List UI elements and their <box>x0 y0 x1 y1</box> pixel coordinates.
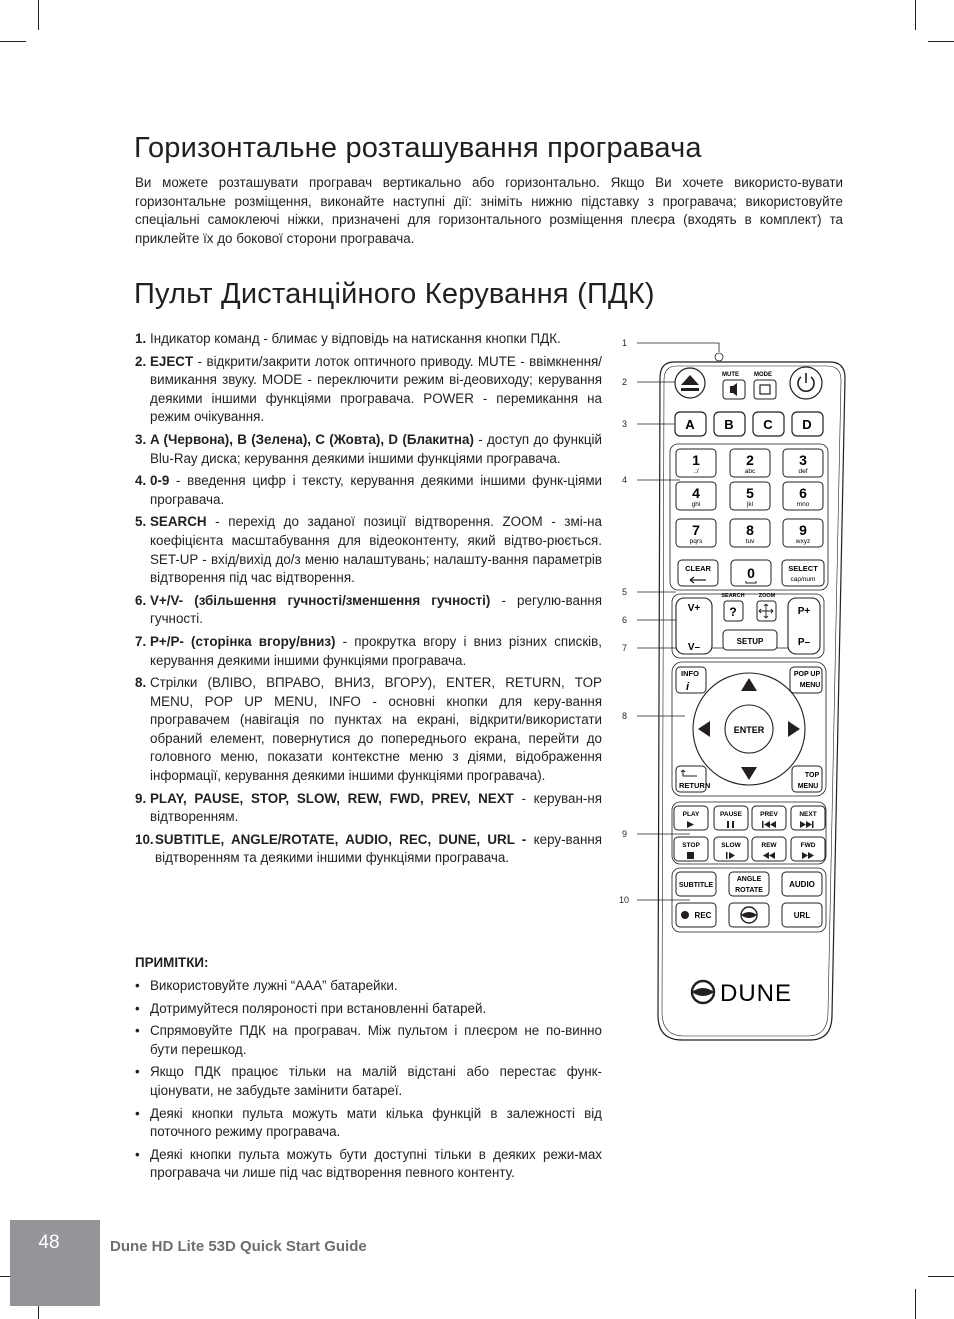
rotate-label: ROTATE <box>735 887 763 894</box>
select-sub-label: cap/num <box>790 576 816 583</box>
search-question-icon: ? <box>729 605 737 619</box>
play-label: PLAY <box>682 811 700 818</box>
digit-1-label: 1 <box>692 452 700 468</box>
volume-up-label: V+ <box>687 603 701 614</box>
digit-5-letters: jkl <box>746 501 754 508</box>
digit-7-letters: pqrs <box>689 538 703 545</box>
callout-line-1 <box>637 343 719 352</box>
list-item: 5. SEARCH - перехід до заданої позиції відтворення. ZOOM - змі-на коефіцієнта масштабування для відеоконтенту, який відтво-рюється. SET-UP - вхід/вихід до/з меню налаштувань; налашту-вання параметрів відтворення під час відтворення. <box>135 514 602 586</box>
digit-0-label: 0 <box>747 565 755 581</box>
indicator-led-icon <box>715 353 723 361</box>
callout-7: 7 <box>622 643 628 653</box>
horizontal-paragraph: Ви можете розташувати програвач вертикально або горизонтально. Якщо Ви хочете використо-вувати горизонтальне розміщення, виконайте наступні дії: зніміть нижню підставку з програвача; використовуйте спеціальні самоклеючі ніжки, призначені для горизонтального розміщення плеєра (входять в комплект) та приклейте їх до бокової сторони програвача. <box>135 175 843 246</box>
stop-icon <box>687 852 694 859</box>
digit-2-label: 2 <box>746 452 754 468</box>
url-label: URL <box>793 911 811 920</box>
popup-label-1: POP UP <box>793 671 821 678</box>
digit-9-label: 9 <box>799 522 807 538</box>
list-item: 9. PLAY, PAUSE, STOP, SLOW, REW, FWD, PREV, NEXT - керуван-ня відтворенням. <box>135 790 602 825</box>
list-item: 10. SUBTITLE, ANGLE/ROTATE, AUDIO, REC, DUNE, URL - керу-вання відтворенням та деякими іншими функціями програвача. <box>135 831 602 866</box>
slow-label: SLOW <box>721 842 741 849</box>
callout-9: 9 <box>622 829 628 839</box>
b-label: B <box>724 417 734 432</box>
stop-label: STOP <box>682 842 700 849</box>
digit-5-label: 5 <box>746 485 754 501</box>
notes-heading: ПРИМІТКИ: <box>135 955 209 970</box>
digit-8-letters: tuv <box>745 538 755 545</box>
volume-down-label: V– <box>687 642 701 653</box>
rew-label: REW <box>761 842 777 849</box>
digit-3-label: 3 <box>799 452 807 468</box>
list-item: 6. V+/V- (збільшення гучності/зменшення гучності) - регулю-вання гучності. <box>135 592 602 627</box>
list-item: 8. Стрілки (ВЛІВО, ВПРАВО, ВНИЗ, ВГОРУ), ENTER, RETURN, TOP MENU, POP UP MENU, INFO - основні кнопки для керу-вання програвачем (навігація по пунктах на екрані, відкрити/використати обраний елемент, повернутися до попереднього екрана, перейти до головного меню, показати контекстне меню з діями, відображення інформації, керування деякими іншими функціями програвача). <box>135 675 602 784</box>
digit-8-label: 8 <box>746 522 754 538</box>
note-item: • Дотримуйтеся полярoності при встановленні батарей. <box>135 1000 487 1016</box>
digit-6-label: 6 <box>799 485 807 501</box>
search-label: SEARCH <box>721 593 745 599</box>
rec-icon <box>681 911 689 919</box>
info-label: INFO <box>681 669 699 678</box>
top-menu-label: MENU <box>797 783 819 790</box>
clear-label: CLEAR <box>685 564 711 573</box>
info-icon: i <box>686 681 690 693</box>
callout-8: 8 <box>622 711 628 721</box>
subtitle-label: SUBTITLE <box>678 882 714 889</box>
pause-label: PAUSE <box>720 811 742 818</box>
callout-6: 6 <box>622 615 628 625</box>
list-item: 1. Індикатор команд - блимає у відповідь на натискання кнопки ПДК. <box>135 331 561 346</box>
pause-button <box>714 806 748 830</box>
digit-4-letters: ghi <box>691 501 701 508</box>
note-item: • Деякі кнопки пульта можуть бути доступні тільки в деяких режи-мах програвача чи лише під час відтворення певного контенту. <box>135 1146 602 1181</box>
section-heading-remote: Пульт Дистанційного Керування (ПДК) <box>134 278 655 310</box>
angle-label: ANGLE <box>736 876 762 883</box>
enter-label: ENTER <box>733 725 765 735</box>
note-item: • Якщо ПДК працює тільки на малій відстані або перестає функ-ціонувати, не забудьте замінити батареї. <box>135 1064 602 1098</box>
audio-label: AUDIO <box>789 880 815 889</box>
list-item: 4. 0-9 - введення цифр і тексту, керування деякими іншими функ-ціями програвача. <box>135 473 602 507</box>
note-item: • Деякі кнопки пульта можуть мати кілька функцій в залежності від поточного режиму програвача. <box>135 1105 602 1140</box>
digit-9-letters: wxyz <box>795 538 811 545</box>
note-item: • Використовуйте лужні “AAA” батарейки. <box>135 978 398 993</box>
digit-2-letters: abc <box>744 468 756 475</box>
callout-5: 5 <box>622 587 628 597</box>
page-up-label: P+ <box>797 606 811 617</box>
return-label: RETURN <box>679 781 711 790</box>
page-down-label: P– <box>797 637 811 648</box>
mode-label: MODE <box>754 372 772 378</box>
brand-wordmark: DUNE <box>720 980 793 1007</box>
prev-label: PREV <box>760 811 778 818</box>
list-item: 7. P+/P- (сторінка вгору/вниз) - прокрутка вгору і вниз різних списків, керування деякими іншими функціями програвача. <box>135 633 602 668</box>
callout-2: 2 <box>622 377 628 387</box>
digit-1-letters: .:/ <box>693 468 699 475</box>
play-button <box>674 806 708 830</box>
footer-title: Dune HD Lite 53D Quick Start Guide <box>110 1238 367 1255</box>
section-heading-horizontal: Горизонтальне розташування програвача <box>134 132 702 164</box>
callout-10: 10 <box>619 895 630 905</box>
top-label: TOP <box>804 772 820 779</box>
fwd-label: FWD <box>800 842 816 849</box>
mute-label: MUTE <box>722 372 739 378</box>
list-item: 3. A (Червона), B (Зелена), C (Жовта), D (Блакитна) - доступ до функцій Blu-Ray диска; керування деякими іншими функціями програвача. <box>135 431 602 466</box>
callout-3: 3 <box>622 419 628 429</box>
next-label: NEXT <box>799 811 817 818</box>
note-item: • Спрямовуйте ПДК на програвач. Між пультом і плеєром не по-винно бути перешкод. <box>135 1023 602 1057</box>
digit-3-letters: def <box>798 468 808 475</box>
callout-4: 4 <box>622 475 628 485</box>
setup-label: SETUP <box>736 637 764 646</box>
popup-label-2: MENU <box>799 682 821 689</box>
list-item: 2. EJECT - відкрити/закрити лоток оптичного приводу. MUTE - ввімкнення/вимикання звуку. MODE - переключити режим ві-деовиходу; керування деякими іншими функціями програвача. POWER - перемикання на режим очікування. <box>135 353 602 425</box>
select-label: SELECT <box>788 564 818 573</box>
c-label: C <box>763 417 773 432</box>
d-label: D <box>802 417 812 432</box>
digit-4-label: 4 <box>692 485 700 501</box>
digit-7-label: 7 <box>692 522 700 538</box>
mode-button <box>754 380 776 399</box>
page-number: 48 <box>38 1232 60 1253</box>
rec-label: REC <box>694 911 712 920</box>
callout-1: 1 <box>622 338 628 348</box>
a-label: A <box>685 417 695 432</box>
zoom-label: ZOOM <box>758 593 776 599</box>
digit-6-letters: mno <box>796 501 810 508</box>
